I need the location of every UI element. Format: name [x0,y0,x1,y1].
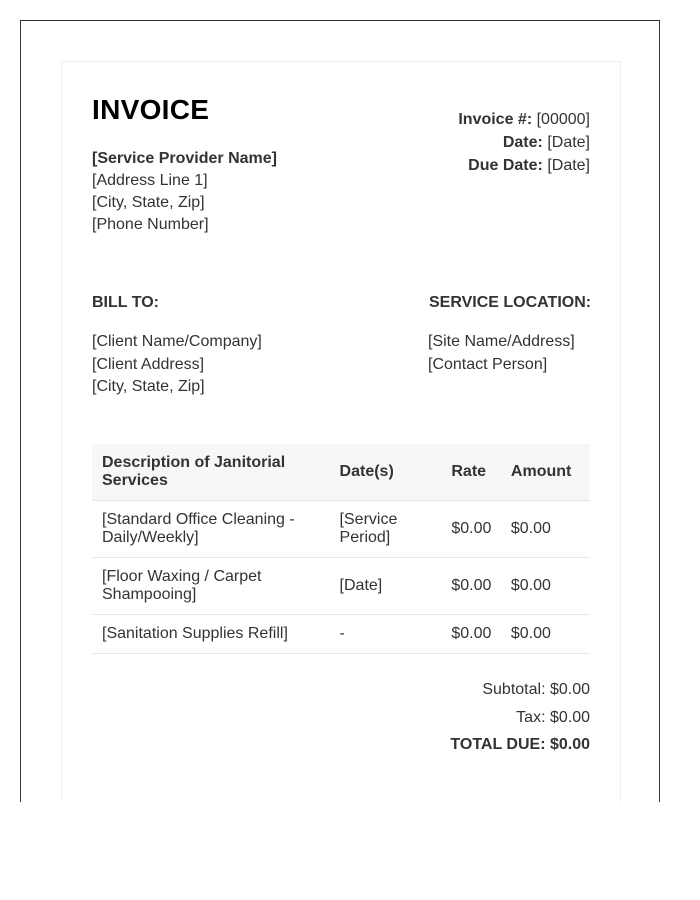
invoice-date-label: Date: [502,134,543,151]
client-address: [Client Address] [92,355,205,373]
totals-block [450,676,590,759]
subtotal-line: Subtotal: $0.00 [482,681,590,698]
service-location-block [428,331,575,376]
due-date-label: Due Date: [468,157,543,174]
service-provider-block [92,148,277,236]
column-header-dates: Date(s) [330,444,442,501]
invoice-number-label: Invoice #: [458,111,533,128]
invoice-date-value: [Date] [547,134,590,151]
row-dates: - [330,615,442,654]
invoice-number-value: [00000] [536,111,590,128]
site-name: [Site Name/Address] [428,333,575,350]
provider-name: [Service Provider Name] [92,150,277,167]
row-amount: $0.00 [501,558,590,615]
provider-city: [City, State, Zip] [92,194,205,211]
row-rate: $0.00 [441,501,501,558]
row-description: [Sanitation Supplies Refill] [92,615,330,654]
provider-address: [Address Line 1] [92,172,208,189]
bill-to-heading: BILL TO: [92,294,159,311]
table-row [92,558,590,615]
bill-to-block [92,331,262,399]
row-dates: [Service Period] [330,501,442,558]
row-rate: $0.00 [441,615,501,654]
table-row [92,501,590,558]
column-header-description: Description of Janitorial Services [92,444,330,501]
service-location-heading: SERVICE LOCATION: [429,294,592,311]
due-date-line [458,154,590,177]
invoice-number-line [458,108,590,131]
invoice-meta [458,108,590,177]
total-due-line: TOTAL DUE: $0.00 [450,736,590,753]
row-amount: $0.00 [501,501,590,558]
table-header-row [92,444,590,501]
row-amount: $0.00 [501,615,590,654]
invoice-date-line [458,131,590,154]
column-header-amount: Amount [501,444,590,501]
services-table [92,444,590,654]
contact-person: [Contact Person] [428,355,548,373]
row-description: [Floor Waxing / Carpet Shampooing] [92,558,330,615]
provider-phone: [Phone Number] [92,216,209,233]
row-rate: $0.00 [441,558,501,615]
table-row [92,615,590,654]
row-dates: [Date] [330,558,442,615]
row-description: [Standard Office Cleaning - Daily/Weekly] [92,501,330,558]
invoice-title: INVOICE [92,94,210,125]
client-city: [City, State, Zip] [92,378,205,395]
due-date-value: [Date] [547,157,590,174]
column-header-rate: Rate [441,444,501,501]
client-name: [Client Name/Company] [92,333,262,350]
tax-line: Tax: $0.00 [516,708,590,726]
